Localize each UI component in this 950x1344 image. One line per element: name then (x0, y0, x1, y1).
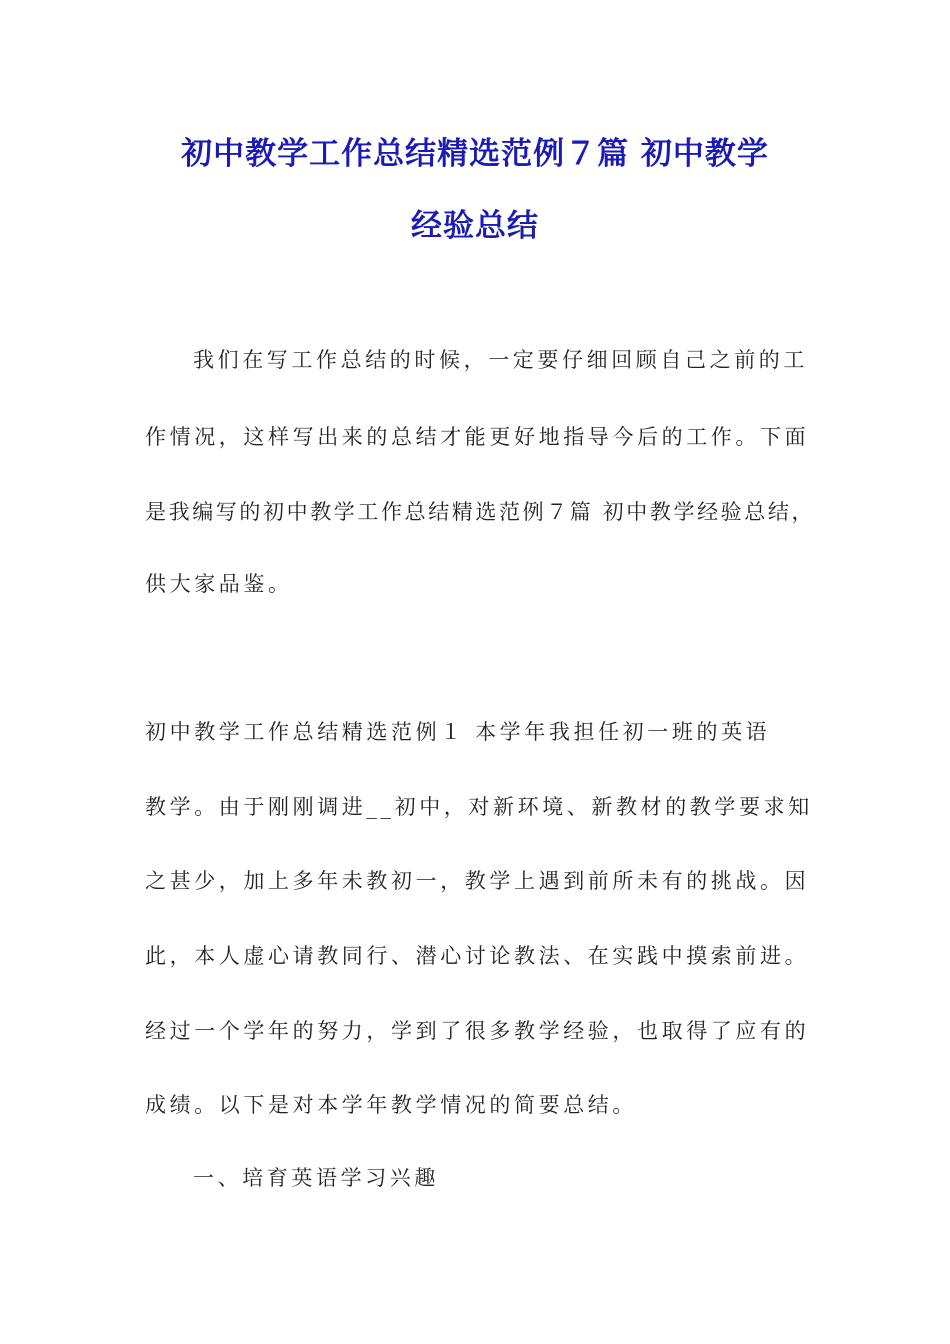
intro-line-1: 我们在写工作总结的时候，一定要仔细回顾自己之前的工 (193, 348, 808, 372)
document-title-line-2: 经验总结 (411, 208, 539, 244)
example1-line-3: 之甚少，加上多年未教初一，教学上遇到前所未有的挑战。因 (145, 869, 810, 893)
example1-line-2: 教学。由于刚刚调进__初中，对新环境、新教材的教学要求知 (145, 795, 813, 819)
intro-line-4: 供大家品鉴。 (145, 572, 293, 596)
example1-line-1: 初中教学工作总结精选范例１ 本学年我担任初一班的英语 (145, 720, 771, 744)
document-title-line-1: 初中教学工作总结精选范例７篇 初中教学 (181, 136, 769, 172)
example1-line-4: 此，本人虚心请教同行、潜心讨论教法、在实践中摸索前进。 (145, 944, 810, 968)
section-heading-1: 一、培育英语学习兴趣 (193, 1166, 439, 1190)
example1-line-5: 经过一个学年的努力，学到了很多教学经验，也取得了应有的 (145, 1019, 810, 1043)
intro-line-2: 作情况，这样写出来的总结才能更好地指导今后的工作。下面 (145, 425, 810, 449)
intro-line-3: 是我编写的初中教学工作总结精选范例７篇 初中教学经验总结， (145, 500, 816, 524)
example1-line-6: 成绩。以下是对本学年教学情况的简要总结。 (145, 1093, 637, 1117)
